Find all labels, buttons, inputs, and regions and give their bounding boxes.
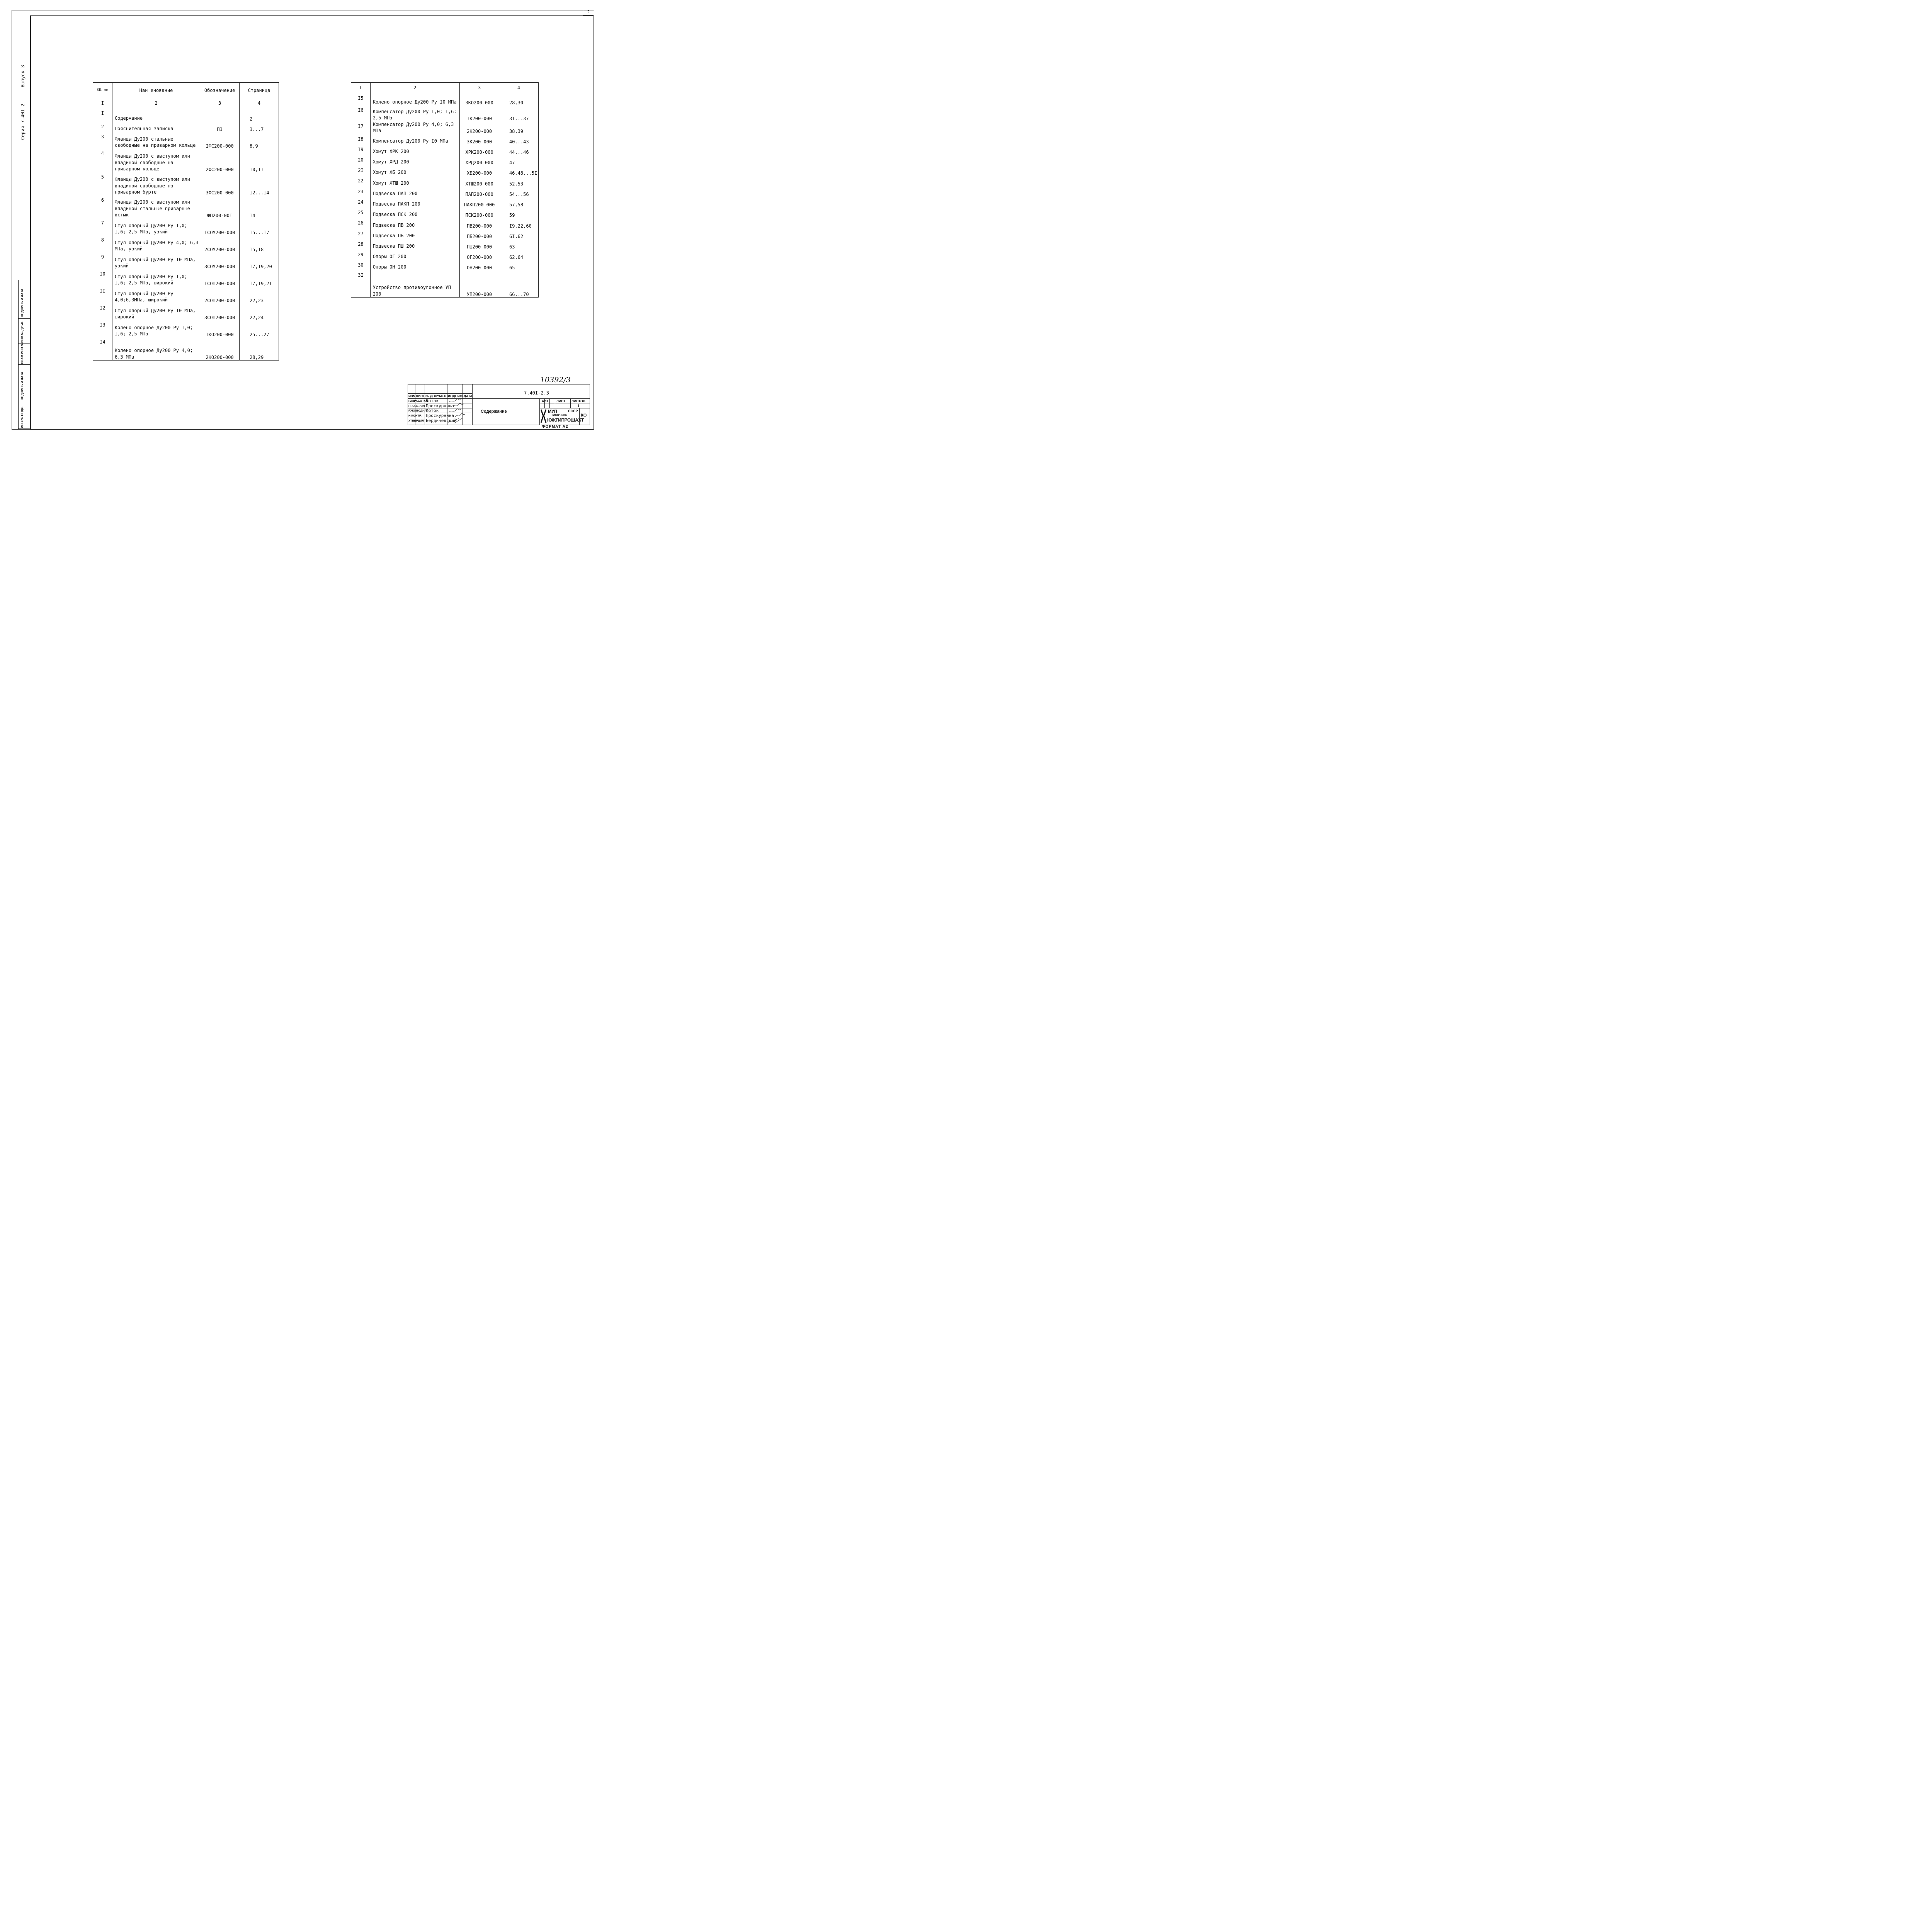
cell-num: 3I — [351, 270, 371, 298]
cell-name: Стул опорный Ду200 Ру I,0; I,6; 2,5 МПа, узкий — [112, 218, 200, 235]
paper-format: ФОРМАТ А2 — [542, 425, 568, 429]
cell-name: Фланцы Ду200 с выступом или впадиной свободные на приварном кольце — [112, 149, 200, 172]
column-number: I — [351, 83, 371, 93]
cell-num: 20 — [351, 155, 371, 165]
cell-num: 24 — [351, 197, 371, 207]
cell-page: 6I,62 — [499, 229, 539, 239]
cell-page: 8,9 — [240, 132, 279, 149]
tb-col-date: ДАТА — [464, 394, 473, 398]
cell-num: 7 — [93, 218, 112, 235]
cell-code: ПАКП200-000 — [460, 197, 499, 207]
table-row — [351, 270, 539, 298]
cell-num: I — [93, 108, 112, 122]
cell-page: I9,22,60 — [499, 218, 539, 229]
table-row — [351, 121, 539, 134]
side-stamp — [18, 280, 30, 429]
cell-page: 2 — [240, 108, 279, 122]
cell-page: 54...56 — [499, 187, 539, 197]
tb-role-checked: ПРОВЕРИЛ — [408, 404, 425, 408]
cell-page: 28,29 — [240, 337, 279, 361]
header-code: Обозначение — [200, 83, 240, 98]
table-row — [351, 93, 539, 105]
cell-code: 3КО200-000 — [460, 93, 499, 105]
table-row — [93, 108, 279, 122]
cell-num: 22 — [351, 176, 371, 187]
cell-num: 23 — [351, 187, 371, 197]
issue-label: Выпуск 3 — [20, 65, 26, 87]
title-block — [408, 384, 590, 425]
cell-name: Стул опорный Ду200 Ру I0 МПа, широкий — [112, 303, 200, 320]
cell-name: Содержание — [112, 108, 200, 122]
series-label: Серия 7.40I-2 — [20, 104, 26, 140]
table-row — [93, 235, 279, 252]
cell-page: 22,24 — [240, 303, 279, 320]
cell-name: Стул опорный Ду200 Ру I,0; I,6; 2,5 МПа, широкий — [112, 269, 200, 286]
cell-code: IКО200-000 — [200, 320, 240, 337]
cell-code: 3СОУ200-000 — [200, 252, 240, 269]
table-row — [351, 187, 539, 197]
cell-num: I9 — [351, 145, 371, 155]
cell-name: Фланцы Ду200 стальные свободные на приварном кольце — [112, 132, 200, 149]
signatures — [447, 398, 471, 425]
cell-num: I2 — [93, 303, 112, 320]
column-number: 2 — [112, 98, 200, 108]
cell-name: Компенсатор Ду200 Ру I,0; I,6; 2,5 МПа — [370, 105, 459, 121]
cell-num: 9 — [93, 252, 112, 269]
cell-page: 52,53 — [499, 176, 539, 187]
cell-name: Подвеска ПАКП 200 — [370, 197, 459, 207]
cell-code: ПВ200-000 — [460, 218, 499, 229]
org-name-line2: ГлавУПиКС — [552, 414, 567, 417]
table-row — [351, 165, 539, 176]
table-row — [351, 260, 539, 270]
stamp-sign-date-top: ПОДПИСЬ И ДАТА — [20, 289, 24, 317]
cell-page: 65 — [499, 260, 539, 270]
table-row — [93, 132, 279, 149]
cell-num: I6 — [351, 105, 371, 121]
cell-page: 28,30 — [499, 93, 539, 105]
cell-num: 5 — [93, 172, 112, 196]
cell-page: 57,58 — [499, 197, 539, 207]
contents-table-left — [93, 82, 279, 361]
cell-code: УП200-000 — [460, 270, 499, 298]
tb-role-norm-control: Н.КОНТР. — [408, 414, 422, 417]
tb-col-sheet: ЛИСТ — [416, 394, 425, 398]
cell-code: ОГ200-000 — [460, 250, 499, 260]
table-row — [93, 337, 279, 361]
table-row — [351, 145, 539, 155]
cell-name: Опоры ОГ 200 — [370, 250, 459, 260]
column-number: 4 — [499, 83, 539, 93]
tb-person-checked: Проскурнина — [426, 403, 454, 408]
tb-sheets-label: ЛИСТОВ — [571, 399, 585, 403]
cell-page: 59 — [499, 207, 539, 218]
cell-name: Компенсатор Ду200 Ру I0 МПа — [370, 134, 459, 145]
cell-num: 29 — [351, 250, 371, 260]
cell-name: Колено опорное Ду200 Ру I,0; I,6; 2,5 МПа — [112, 320, 200, 337]
cell-page: 3...7 — [240, 122, 279, 132]
cell-code: ФП200-00I — [200, 196, 240, 218]
cell-code: ХБ200-000 — [460, 165, 499, 176]
sheet-number: 2 — [583, 10, 594, 15]
cell-name: Стул опорный Ду200 Ру 4,0; 6,3 МПа, узкий — [112, 235, 200, 252]
tb-stage-label: АИТ — [542, 399, 549, 403]
cell-code: ПСК200-000 — [460, 207, 499, 218]
tb-role-developed: РАЗРАБОТАЛ — [408, 399, 428, 403]
stamp-dup-inv: ИНВ.№ ДУБЛ. — [20, 321, 24, 343]
cell-num: 27 — [351, 229, 371, 239]
cell-num: I4 — [93, 337, 112, 361]
doc-code: 7.40I-2.3 — [524, 390, 549, 396]
cell-page: 44...46 — [499, 145, 539, 155]
cell-num: II — [93, 286, 112, 303]
tb-sheets-total: I — [578, 404, 579, 408]
cell-page: 62,64 — [499, 250, 539, 260]
cell-page: I5...I7 — [240, 218, 279, 235]
cell-code: IСОШ200-000 — [200, 269, 240, 286]
cell-name: Стул опорный Ду200 Ру 4,0;6,3МПа, широкий — [112, 286, 200, 303]
cell-name: Подвеска ПБ 200 — [370, 229, 459, 239]
tb-role-led: РУКОВОДИЛ — [408, 409, 427, 412]
cell-code: 2ФС200-000 — [200, 149, 240, 172]
tb-sheet-label: ЛИСТ — [556, 399, 566, 403]
table-row — [93, 172, 279, 196]
tb-person-developed: Коток — [426, 398, 439, 403]
tb-col-document: № ДОКУМЕНТА — [425, 394, 451, 398]
tb-person-led: Коток — [426, 408, 439, 413]
cell-code: IСОУ200-000 — [200, 218, 240, 235]
cell-page: 25...27 — [240, 320, 279, 337]
cell-page: 46,48...5I — [499, 165, 539, 176]
cell-num: 6 — [93, 196, 112, 218]
header-num: №№ пп — [93, 83, 112, 98]
tb-person-approved: Бердичевский — [426, 418, 457, 423]
cell-page: 38,39 — [499, 121, 539, 134]
cell-code: ХТШ200-000 — [460, 176, 499, 187]
cell-num: I3 — [93, 320, 112, 337]
cell-page: 22,23 — [240, 286, 279, 303]
cell-code: 2СОШ200-000 — [200, 286, 240, 303]
cell-code — [200, 108, 240, 122]
cell-code: IК200-000 — [460, 105, 499, 121]
org-country: СССР — [568, 409, 578, 413]
cell-code: 3К200-000 — [460, 134, 499, 145]
table-row — [351, 250, 539, 260]
cell-num: I7 — [351, 121, 371, 134]
cell-code: 3ФС200-000 — [200, 172, 240, 196]
cell-num: I0 — [93, 269, 112, 286]
cell-num: 28 — [351, 239, 371, 250]
table-row — [351, 229, 539, 239]
inventory-number: 10392/3 — [540, 376, 571, 384]
header-page: Страница — [240, 83, 279, 98]
cell-num: 4 — [93, 149, 112, 172]
org-name-line1: МУП — [548, 409, 557, 414]
doc-title: Содержание — [481, 409, 507, 414]
tb-col-signature: ПОДПИСЬ — [448, 394, 465, 398]
table-row — [93, 252, 279, 269]
table-row — [351, 176, 539, 187]
cell-page: I4 — [240, 196, 279, 218]
table-row — [351, 197, 539, 207]
column-number: 3 — [460, 83, 499, 93]
cell-name: Опоры ОН 200 — [370, 260, 459, 270]
cell-page: 63 — [499, 239, 539, 250]
cell-name: Хомут ХТШ 200 — [370, 176, 459, 187]
table-row — [351, 134, 539, 145]
cell-page: 66...70 — [499, 270, 539, 298]
org-logo-icon — [541, 409, 547, 423]
cell-page: I7,I9,2I — [240, 269, 279, 286]
table-row — [93, 269, 279, 286]
column-number: 2 — [370, 83, 459, 93]
cell-code: ХРК200-000 — [460, 145, 499, 155]
cell-num: 26 — [351, 218, 371, 229]
stamp-original-inv: ИНВ.№ ПОДЛ. — [20, 406, 24, 428]
table-row — [93, 149, 279, 172]
cell-code: ПЗ — [200, 122, 240, 132]
table-row — [351, 105, 539, 121]
cell-num: 3 — [93, 132, 112, 149]
table-row — [93, 320, 279, 337]
cell-name: Компенсатор Ду200 Ру 4,0; 6,3 МПа — [370, 121, 459, 134]
cell-page: I5,I8 — [240, 235, 279, 252]
stamp-replace-inv: ВЗАМ.ИНВ.№ — [20, 342, 24, 364]
cell-code: IФС200-000 — [200, 132, 240, 149]
table-row — [93, 286, 279, 303]
tb-person-norm-control: Проскурнина — [426, 413, 454, 418]
header-name: Наи енование — [112, 83, 200, 98]
cell-code: 2К200-000 — [460, 121, 499, 134]
cell-num: 2 — [93, 122, 112, 132]
column-number: 3 — [200, 98, 240, 108]
tb-col-change: ИЗМ — [408, 394, 416, 398]
cell-num: 8 — [93, 235, 112, 252]
cell-num: 2I — [351, 165, 371, 176]
table-row — [93, 196, 279, 218]
cell-num: 25 — [351, 207, 371, 218]
cell-code: ОН200-000 — [460, 260, 499, 270]
cell-code: 3СОШ200-000 — [200, 303, 240, 320]
table-row — [93, 218, 279, 235]
cell-code: ПШ200-000 — [460, 239, 499, 250]
cell-page: 40...43 — [499, 134, 539, 145]
cell-code: ПБ200-000 — [460, 229, 499, 239]
cell-code: 2СОУ200-000 — [200, 235, 240, 252]
cell-name: Подвеска ПСК 200 — [370, 207, 459, 218]
cell-page: I2...I4 — [240, 172, 279, 196]
cell-num: I5 — [351, 93, 371, 105]
column-number: I — [93, 98, 112, 108]
cell-name: Хомут ХРК 200 — [370, 145, 459, 155]
table-row — [351, 218, 539, 229]
contents-table-right — [351, 82, 539, 298]
cell-name: Колено опорное Ду200 Ру I0 МПа — [370, 93, 459, 105]
cell-name: Хомут ХБ 200 — [370, 165, 459, 176]
cell-page: 3I...37 — [499, 105, 539, 121]
org-code: КО — [581, 413, 587, 418]
cell-name: Хомут ХРД 200 — [370, 155, 459, 165]
stamp-sign-date: ПОДПИСЬ И ДАТА — [20, 372, 24, 400]
cell-code: 2КО200-000 — [200, 337, 240, 361]
table-row — [93, 303, 279, 320]
cell-code: ПАП200-000 — [460, 187, 499, 197]
table-row — [351, 239, 539, 250]
cell-name: Стул опорный Ду200 Ру I0 МПа, узкий — [112, 252, 200, 269]
table-row — [93, 122, 279, 132]
column-number: 4 — [240, 98, 279, 108]
cell-name: Фланцы Ду200 с выступом или впадиной стальные приварные встык — [112, 196, 200, 218]
cell-name: Подвеска ПАП 200 — [370, 187, 459, 197]
cell-name: Подвеска ПШ 200 — [370, 239, 459, 250]
cell-page: 47 — [499, 155, 539, 165]
cell-num: 30 — [351, 260, 371, 270]
cell-page: I0,II — [240, 149, 279, 172]
tb-role-approved: УТВЕРДИЛ — [408, 419, 424, 422]
table-row — [351, 155, 539, 165]
cell-page: I7,I9,20 — [240, 252, 279, 269]
cell-name: Подвеска ПВ 200 — [370, 218, 459, 229]
table-row — [351, 207, 539, 218]
cell-name: Фланцы Ду200 с выступом или впадиной свободные на приварном бурте — [112, 172, 200, 196]
cell-name: Устройство противоугонное УП 200 — [370, 270, 459, 298]
cell-name: Пояснительная записка — [112, 122, 200, 132]
cell-name: Колено опорное Ду200 Ру 4,0; 6,3 МПа — [112, 337, 200, 361]
cell-code: ХРД200-000 — [460, 155, 499, 165]
cell-num: I8 — [351, 134, 371, 145]
org-name-line3: ЮЖГИПРОШАХТ — [547, 417, 584, 423]
